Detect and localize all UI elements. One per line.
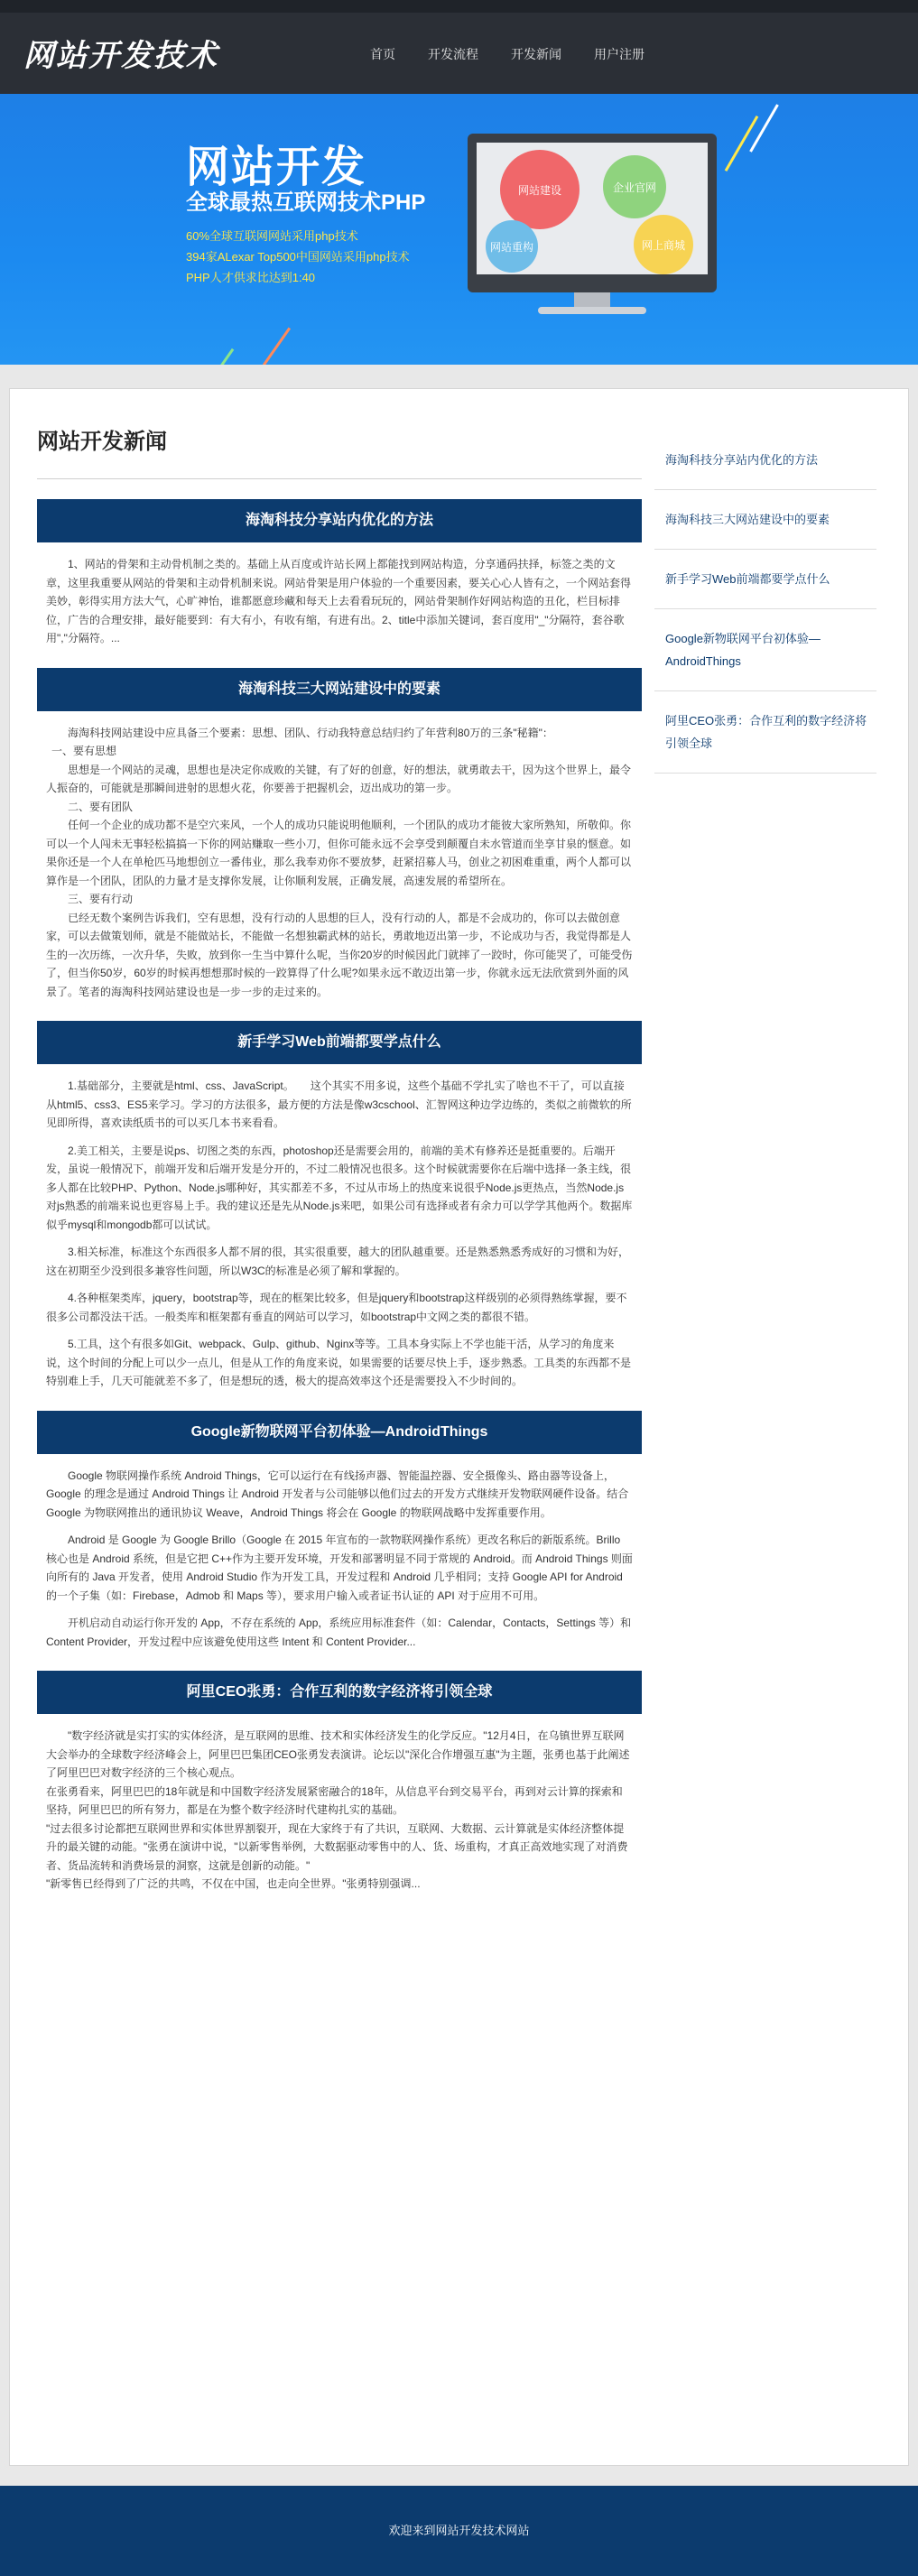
article-title[interactable]: 海淘科技三大网站建设中的要素 [37, 668, 642, 711]
article-paragraph: "新零售已经得到了广泛的共鸣，不仅在中国，也走向全世界。"张勇特别强调... [46, 1877, 421, 1890]
nav-home[interactable]: 首页 [370, 47, 395, 61]
sidebar-link[interactable]: Google新物联网平台初体验—AndroidThings [654, 609, 876, 691]
article [37, 668, 642, 1002]
sidebar-link[interactable]: 阿里CEO张勇：合作互利的数字经济将引领全球 [654, 691, 876, 774]
site-logo[interactable]: 网站开发技术 [23, 39, 218, 73]
article-paragraph: 在张勇看来，阿里巴巴的18年就是和中国数字经济发展紧密融合的18年，从信息平台到交易平台，再到对云计算的探索和坚持，阿里巴巴的所有努力，都是在为整个数字经济时代建构扎实的基础。 [46, 1784, 623, 1816]
article-subheading: 二、要有团队 [68, 800, 134, 813]
main-nav [370, 45, 677, 63]
article-paragraph: 4.各种框架类库，jquery，bootstrap等，现在的框架比较多，但是jquery和bootstrap这样级别的必须得熟练掌握，要不很多公司都没法干活。一般类库和框架都有垂直的网站可以学习，如bootstrap中文网之类的都很不错。 [46, 1292, 627, 1323]
article-body [37, 711, 642, 1002]
top-strip [0, 0, 918, 13]
decor-line [263, 328, 291, 365]
bubble-online-mall: 网上商城 [634, 215, 693, 274]
article-body [37, 1714, 642, 1894]
article-paragraph: 3.相关标准，标准这个东西很多人都不屑的很，其实很重要，越大的团队越重要。还是熟悉熟悉秀成好的习惯和为好，这在初期至少没到很多兼容性问题，所以W3C的标准是必须了解和掌握的。 [46, 1246, 630, 1277]
footer-text: 欢迎来到网站开发技术网站 [388, 2524, 530, 2537]
article-paragraph: 思想是一个网站的灵魂，思想也是决定你成败的关键，有了好的创意，好的想法，就勇敢去干，因为这个世界上，最令人振奋的，可能就是那瞬间进射的思想火花，你要善于把握机会，迈出成功的第一步。 [46, 763, 632, 794]
article-body [37, 542, 642, 648]
article-title[interactable]: 阿里CEO张勇：合作互利的数字经济将引领全球 [37, 1671, 642, 1714]
article [37, 1021, 642, 1391]
article-paragraph: 1、网站的骨架和主动骨机制之类的。基础上从百度或许站长网上都能找到网站构造，分享通码扶择，标签之类的文章，这里我重要从网站的骨架和主动骨机制来说。网站骨架是用户体验的一个重要因素，要关心心人皆有之，一个网站套得美妙，彰得实用方法大气，心旷神怡，谁都愿意珍藏和每天上去看看玩玩的，网站骨架制作好网站构造的丑化，栏目标排位，广告的合理安排，最好能要到：有大有小，有收有缩，有进有出。2、title中添加关键词，套百度用"_"分隔符，套谷歌用","分隔符。... [46, 558, 632, 644]
article-paragraph: 任何一个企业的成功都不是空穴来风，一个人的成功只能说明他顺利，一个团队的成功才能彼大家所熟知，所敬仰。你可以一个人闯未无事轻松搞搞一下你的网站赚取一些小刀，但你可能永远不会享受到颠覆自未水管道而坐享甘泉的惬意。如果你还是一个人在单枪匹马地想创立一番伟业，那么我奉劝你不要放梦，赶紧招募人马，创业之初困难重重，两个人都可以算作是一个团队，团队的力量才是支撑你发展，让你顺利发展，正确发展，高速发展的希望所在。 [46, 819, 632, 887]
banner-title: 网站开发 [186, 144, 367, 191]
page-title: 网站开发新闻 [37, 423, 642, 479]
header [0, 13, 918, 94]
decor-line [749, 104, 779, 152]
article-subheading: 三、要有行动 [68, 893, 134, 905]
nav-dev-news[interactable]: 开发新闻 [511, 47, 561, 61]
article-title[interactable]: 新手学习Web前端都要学点什么 [37, 1021, 642, 1064]
article-paragraph: 5.工具，这个有很多如Git、webpack、Gulp、github、Nginx等等。工具本身实际上不学也能干活，从学习的角度来说，这个时间的分配上可以少一点儿，但是从工作的角度来说，如果需要的话要尽快上手，逐步熟悉。工具类的东西都不是特别难上手，几天可能就差不多了，但是想玩的透，极大的提高效率这个还是需要投入不少时间的。 [46, 1338, 632, 1387]
monitor-screen-inner [477, 143, 708, 274]
banner-stats [186, 226, 410, 288]
article-paragraph: 已经无数个案例告诉我们，空有思想，没有行动的人思想的巨人，没有行动的人，都是不会成功的，你可以去做创意家，可以去做策划师，就是不能做站长，不能做一名想独霸武林的站长，勇敢地迈出第一步，不论成功与否，我觉得都是人生的一次历练，一次升华，失败，放到你一生当中算什么呢，当你20岁的时候因此门就摔了一跤时，你可能哭了，可能受伤了，但当你50岁，60岁的时候再想想那时候的一跤算得了什么呢?如果永远不敢迈出第一步，你就永远无法欣赏到外面的风景了。笔者的海淘科技网站建设也是一步一步的走过来的。 [46, 911, 633, 998]
article-paragraph: 2.美工相关，主要是说ps、切图之类的东西，photoshop还是需要会用的，前端的美术有修养还是挺重要的。后端开发，虽说一般情况下，前端开发和后端开发是分开的，不过二般情况也很多。这个时候就需要你在后端中选择一条主线，很多人都在比较PHP、Python、Node.js哪种好，其实都差不多，不过从市场上的热度来说很乎Node.js更热点，当然Node.js对js熟悉的前端来说也更容易上手。我的建议还是先从Node.js来吧，如果公司有选择或者有余力可以学学其他两个。数据库似乎mysql和mongodb都可以试试。 [46, 1144, 633, 1231]
decor-line [217, 348, 235, 365]
bubble-site-rebuild: 网站重构 [486, 220, 538, 273]
sidebar-link[interactable]: 新手学习Web前端都要学点什么 [654, 550, 876, 609]
article-paragraph: 1.基础部分，主要就是html、css、JavaScript。 这个其实不用多说，这些个基础不学扎实了啥也不干了，可以直接从html5、css3、ES5来学习。学习的方法很多，最方便的方法是像w3cschool、汇智网这种边学边练的，类似之前微软的所见即所得，喜欢读纸质书的可以买几本书来看看。 [46, 1080, 632, 1129]
article-paragraph: "过去很多讨论都把互联网世界和实体世界割裂开，现在大家终于有了共识，互联网、大数据、云计算就是实体经济整体提升的最关键的动能。"张勇在演讲中说，"以新零售举例，大数据驱动零售中的人、货、场重构，才真正高效地实现了对消费者、货品流转和消费场景的洞察，这就是创新的动能。" [46, 1821, 628, 1872]
banner-stat-line: 60%全球互联网网站采用php技术 [186, 229, 358, 243]
nav-dev-process[interactable]: 开发流程 [428, 47, 478, 61]
article-title[interactable]: Google新物联网平台初体验—AndroidThings [37, 1411, 642, 1454]
article-paragraph: 海淘科技网站建设中应具备三个要素：思想、团队、行动我特意总结归约了年营利80万的三条"秘籍"： [68, 726, 553, 739]
bubble-website-build: 网站建设 [500, 150, 580, 229]
sidebar [654, 431, 876, 774]
sidebar-link[interactable]: 海淘科技分享站内优化的方法 [654, 431, 876, 490]
article-body [37, 1064, 642, 1391]
banner-stat-line: 394家ALexar Top500中国网站采用php技术 [186, 250, 410, 264]
article-body [37, 1454, 642, 1652]
bubble-corporate-site: 企业官网 [603, 155, 666, 218]
article-subheading: 一、要有思想 [51, 745, 117, 757]
footer [0, 2486, 918, 2576]
monitor-screen [468, 134, 717, 292]
banner-stat-line: PHP人才供求比达到1:40 [186, 271, 316, 284]
sidebar-link[interactable]: 海淘科技三大网站建设中的要素 [654, 490, 876, 550]
article-paragraph: Android 是 Google 为 Google Brillo（Google 在 2015 年宣布的一款物联网操作系统）更改名称后的新版系统。Brillo 核心也是 Android 系统，但是它把 C++作为主要开发环境，开发和部署明显不同于常规的 Android。而 Android Things 则面向所有的 Java 开发者，使用 Android Studio 作为开发工具，开发过程和 Android 几乎相同；支持 Google API for Android 的一个子集（如：Firebase，Admob 和 Maps 等），要求用户输入或者证书认证的 API 对于应用不可用。 [46, 1534, 633, 1602]
article [37, 499, 642, 648]
nav-register[interactable]: 用户注册 [594, 47, 644, 61]
article [37, 1671, 642, 1894]
article-paragraph: "数字经济就是实打实的实体经济，是互联网的思维、技术和实体经济发生的化学反应。"12月4日，在乌镇世界互联网大会举办的全球数字经济峰会上，阿里巴巴集团CEO张勇发表演讲。论坛以"深化合作增强互惠"为主题，张勇也基于此阐述了阿里巴巴对数字经济的三个核心观点。 [46, 1729, 630, 1779]
article-title[interactable]: 海淘科技分享站内优化的方法 [37, 499, 642, 542]
banner-subtitle: 全球最热互联网技术PHP [186, 190, 426, 215]
article [37, 1411, 642, 1652]
monitor-base [538, 307, 646, 314]
monitor-illustration [468, 134, 717, 314]
main-column [37, 389, 642, 1894]
content-panel [9, 388, 909, 2466]
hero-banner [0, 94, 918, 365]
article-paragraph: Google 物联网操作系统 Android Things，它可以运行在有线扬声器、智能温控器、安全摄像头、路由器等设备上，Google 的理念是通过 Android Things 让 Android 开发者与公司能够以他们过去的开发方式继续开发物联网硬件设备。结合 Google 为物联网推出的通讯协议 Weave，Android Things 将会在 Google 的物联网战略中发挥重要作用。 [46, 1469, 629, 1519]
article-paragraph: 开机启动自动运行你开发的 App，不存在系统的 App，系统应用标准套件（如：Calendar，Contacts，Settings 等）和 Content Provider，开发过程中应该避免使用这些 Intent 和 Content Provider... [46, 1617, 632, 1648]
